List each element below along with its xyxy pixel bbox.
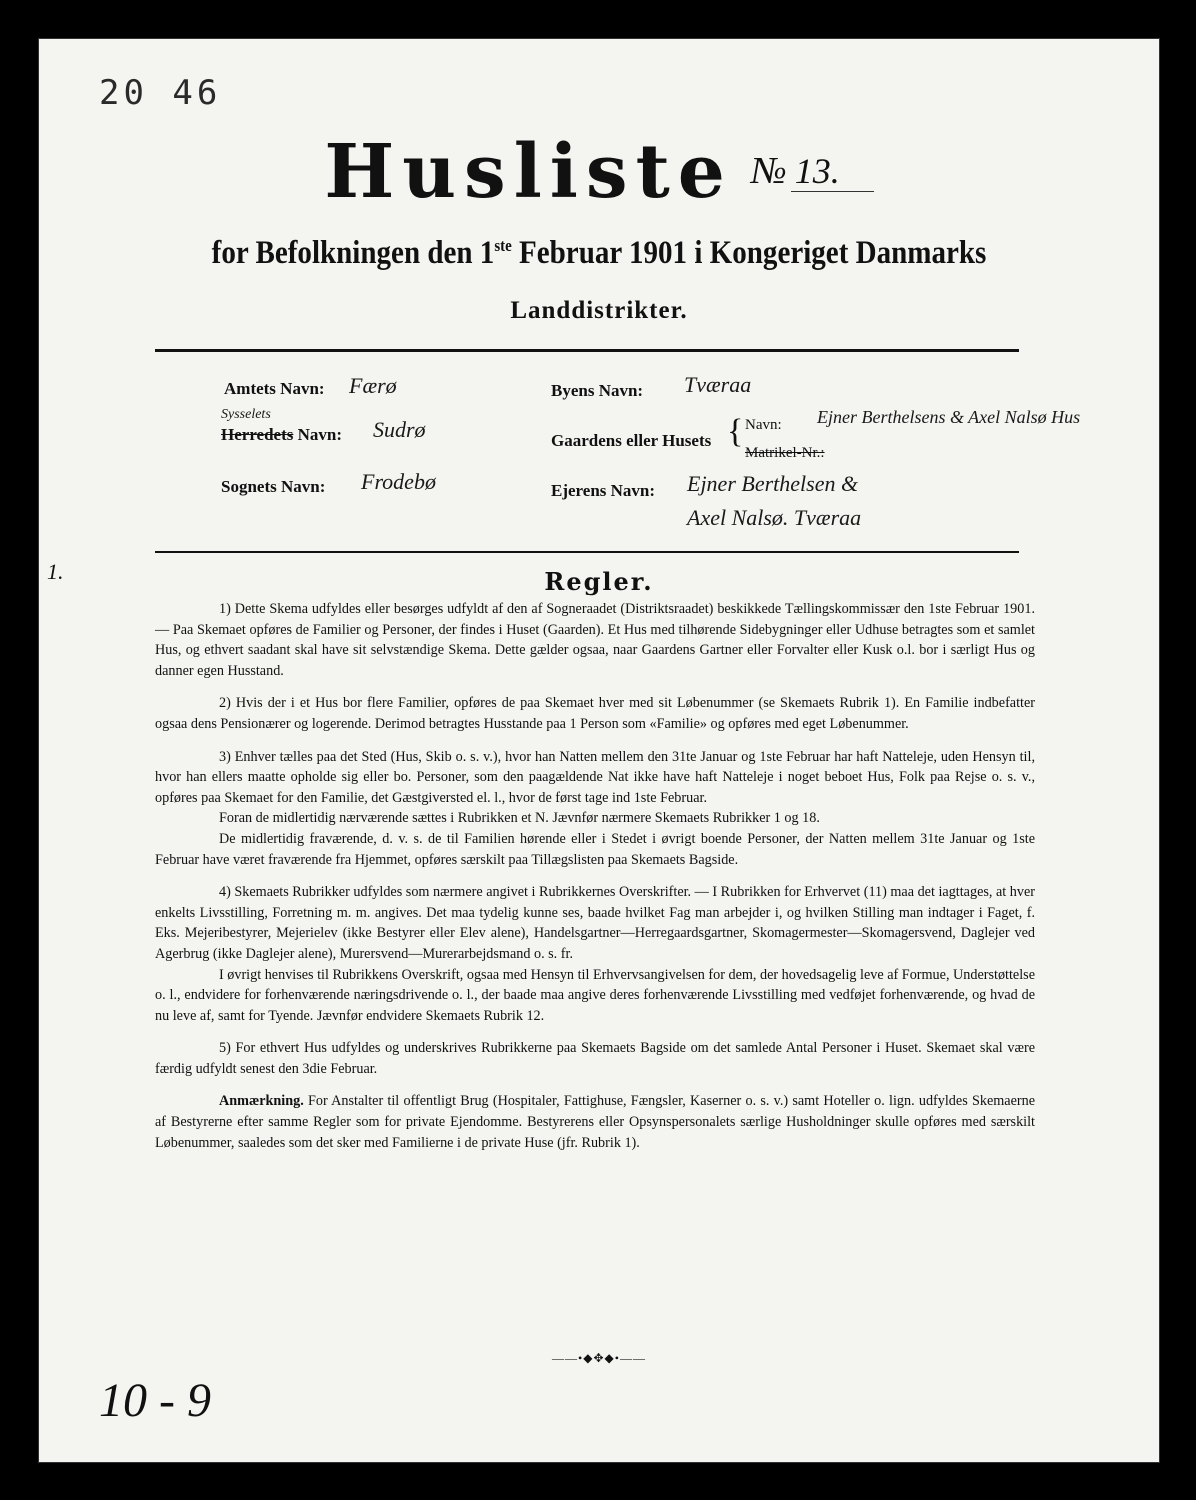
rule-2: 2) Hvis der i et Hus bor flere Familier, opføres de paa Skemaet hver med sit Løbenummer (se Skemaets Rubrik 1). En Familie indbefatter ogsaa dens Pensionærer og logerende. Derimod betragtes Husstande paa 1 Person som «Familie» og opføres med eget Løbenummer. (155, 695, 1035, 732)
census-sheet (38, 38, 1160, 1463)
sogn-value: Frodebø (361, 469, 436, 494)
rule-3a: 3) Enhver tælles paa det Sted (Hus, Skib o. s. v.), hvor han Natten mellem den 31te Januar og 1ste Februar har haft Natteleje, uden Hensyn til, hvor han ellers maatte opholde sig eller bo. Personer, som den paagældende Nat ikke have haft Natteleje i noget beboet Hus, Folk paa Rejse o. s. v., opføres paa Skemaet for den Familie, det Gæstgiversted el. l., hvor de først tage ind 1ste Februar. (155, 748, 1035, 806)
gaard-navn-label: Navn: (745, 417, 782, 433)
number-prefix: № (750, 150, 787, 192)
rules-body (155, 599, 1035, 1153)
page-title (39, 129, 1159, 215)
rule-4a: 4) Skemaets Rubrikker udfyldes som nærmere angivet i Rubrikkernes Overskrifter. — I Rubrikken for Erhvervet (11) maa det iagttages, at hver enkelts Livsstilling, Forretning m. m. angives. Det maa tydelig kunne ses, baade hvilket Fag man arbejder i, og hvilken Stilling man indtager i Faget, f. Eks. Mejeribestyrer, Mejerielev (ikke Bestyrer eller Elev alene), Handelsgartner—Herregaardsgartner, Skomagermester—Skomagersvend, Daglejer ved Agerbrug (ikke Daglejer alene), Murersvend—Murerarbejdsmand o. s. fr. (155, 884, 1035, 962)
subtitle-sup: ste (494, 236, 512, 255)
subtitle-pre: for Befolkningen den 1 (211, 235, 495, 271)
gaard-label: Gaardens eller Husets (551, 431, 712, 450)
note-label: Anmærkning. (219, 1093, 304, 1110)
ejer-value-line2: Axel Nalsø. Tværaa (687, 505, 862, 530)
rule-3c: De midlertidig fraværende, d. v. s. de til Familien hørende eller i Stedet i øvrigt boende Personer, der Natten mellem 31te Januar og 1ste Februar have været fraværende fra Hjemmet, opføres særskilt paa Tillægslisten paa Skemaets Bagside. (155, 830, 1035, 868)
list-number-handwritten: 13. (791, 151, 874, 192)
archive-stamp-number: 20 46 (99, 73, 222, 113)
by-label: Byens Navn: (551, 381, 644, 400)
herred-label (221, 425, 342, 445)
rule-3b: Foran de midlertidig nærværende sættes i Rubrikken et N. Jævnfør nærmere Skemaets Rubrikker 1 og 18. (219, 810, 820, 827)
gaard-navn-value: Ejner Berthelsens & Axel Nalsø Hus (817, 407, 1081, 427)
herred-insert: Sysselets (221, 407, 271, 422)
herred-struck: Herredets (221, 425, 294, 444)
herred-value: Sudrø (373, 417, 426, 442)
sogn-label: Sognets Navn: (221, 477, 326, 496)
by-value: Tværaa (684, 372, 752, 397)
footer-handwritten-number: 10 - 9 (99, 1374, 211, 1427)
rules-title: Regler. (544, 567, 654, 596)
subtitle-post: Februar 1901 i Kongeriget Danmarks (511, 235, 987, 271)
note-text: For Anstalter til offentligt Brug (Hospitaler, Fattighuse, Fængsler, Kaserner o. s. v.) samt Hoteller o. lign. udfyldes Skemaerne af Bestyrerne efter samme Regler som for private Ejendomme. Bestyrerens eller Opsynspersonalets særlige Husholdninger skulle opføres med særskilt Løbenummer, saaledes som det sker med Familierne i de private Huse (jfr. Rubrik 1). (155, 1093, 1035, 1151)
amt-value: Færø (349, 373, 397, 398)
gaard-brace: { (727, 413, 744, 450)
ejer-value-line1: Ejner Berthelsen & (687, 471, 859, 496)
rule-5: 5) For ethvert Hus udfyldes og underskrives Rubrikkerne paa Skemaets Bagside om det samlede Antal Personer i Huset. Skemaet skal være færdig udfyldt senest den 3die Februar. (155, 1040, 1035, 1077)
margin-mark: 1. (47, 559, 64, 584)
rule-1: 1) Dette Skema udfyldes eller besørges udfyldt af den af Sogneraadet (Distriktsraadet) beskikkede Tællingskommissær den 1ste Februar 1901. — Paa Skemaet opføres de Familier og Personer, der findes i Huset (Gaarden). Et Hus med tilhørende Sidebygninger eller Udhuse betragtes som et samlet Hus, og ethvert saadant skal have sit selvstændige Skema. Dette gælder ogsaa, naar Gaardens Gartner eller Forvalter eller Kusk o.l. bor i særligt Hus og danner egen Husstand. (155, 601, 1035, 679)
district-heading: Landdistrikter. (510, 297, 688, 324)
rule-4b: I øvrigt henvises til Rubrikkens Overskrift, ogsaa med Hensyn til Erhvervsangivelsen for dem, der hovedsagelig leve af Formue, Understøttelse o. l., endvidere for forhenværende næringsdrivende o. l., der baade maa angive deres forhenværende Livsstilling med vedføjet forhenværende, og hvad de nu leve af, samt for Tyende. Jævnfør endvidere Skemaets Rubrik 12. (155, 966, 1035, 1024)
subtitle (106, 235, 1092, 272)
divider-top (155, 349, 1019, 352)
ejer-label: Ejerens Navn: (551, 481, 656, 500)
matrikel-label: Matrikel-Nr.: (745, 445, 825, 461)
title-text: Husliste (324, 129, 733, 215)
note (155, 1091, 1035, 1153)
herred-tail: Navn: (297, 425, 343, 444)
divider-bottom (155, 551, 1019, 553)
ornament: ——•◆✥◆•—— (552, 1351, 646, 1365)
amt-label: Amtets Navn: (224, 379, 325, 398)
